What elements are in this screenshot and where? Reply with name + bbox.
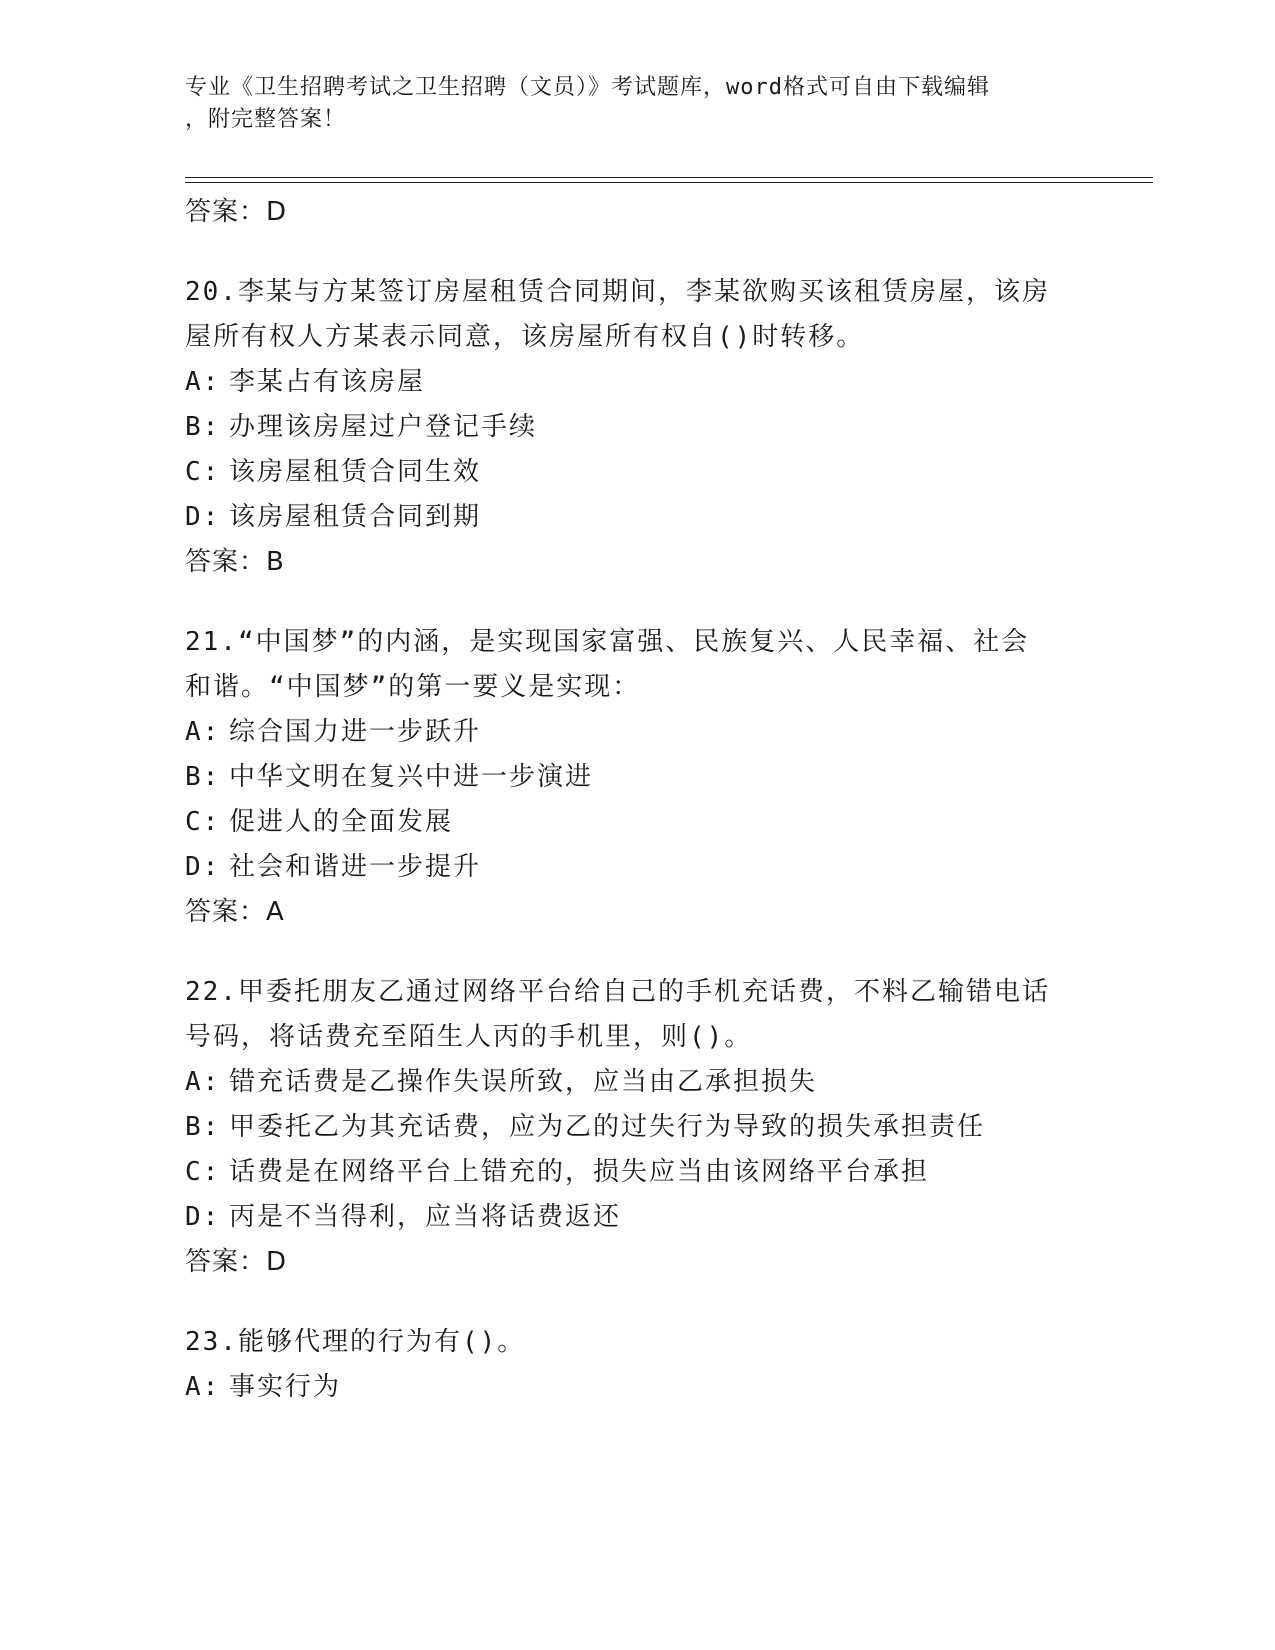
header-divider-top: [185, 177, 1153, 178]
option-label: D:: [185, 1202, 221, 1232]
question-list: [185, 190, 1085, 1410]
option-text: 该房屋租赁合同生效: [229, 457, 482, 487]
question-text: [185, 620, 1085, 710]
question-text: [185, 970, 1085, 1060]
option-label: D:: [185, 502, 221, 532]
option-label: B:: [185, 1112, 221, 1142]
question-text-line: 21.“中国梦”的内涵，是实现国家富强、民族复兴、人民幸福、社会: [185, 627, 1030, 657]
option-b: [185, 405, 1085, 450]
option-text: 中华文明在复兴中进一步演进: [229, 762, 594, 792]
answer-line: 答案：D: [185, 1247, 288, 1277]
option-text: 综合国力进一步跃升: [229, 717, 482, 747]
question-22: [185, 970, 1085, 1284]
question-text: [185, 1320, 1085, 1365]
option-text: 促进人的全面发展: [229, 807, 454, 837]
question-20: [185, 270, 1085, 584]
option-label: A:: [185, 1067, 221, 1097]
option-text: 办理该房屋过户登记手续: [229, 412, 538, 442]
option-text: 丙是不当得利，应当将话费返还: [229, 1202, 622, 1232]
option-label: B:: [185, 412, 221, 442]
option-text: 话费是在网络平台上错充的，损失应当由该网络平台承担: [229, 1157, 930, 1187]
option-d: [185, 845, 1085, 890]
option-a: [185, 1060, 1085, 1105]
answer-line: 答案：B: [185, 547, 285, 577]
question-text-line: 屋所有权人方某表示同意，该房屋所有权自()时转移。: [185, 322, 865, 352]
option-text: 事实行为: [229, 1372, 342, 1402]
answer-line: 答案：A: [185, 897, 285, 927]
option-text: 社会和谐进一步提升: [229, 852, 482, 882]
option-label: A:: [185, 1372, 221, 1402]
option-label: C:: [185, 807, 221, 837]
option-text: 甲委托乙为其充话费，应为乙的过失行为导致的损失承担责任: [229, 1112, 986, 1142]
option-a: [185, 1365, 1085, 1410]
header-divider-bottom: [185, 182, 1153, 183]
option-d: [185, 1195, 1085, 1240]
option-label: B:: [185, 762, 221, 792]
option-a: [185, 710, 1085, 755]
option-text: 该房屋租赁合同到期: [229, 502, 482, 532]
option-c: [185, 800, 1085, 845]
question-text-line: 20.李某与方某签订房屋租赁合同期间，李某欲购买该租赁房屋，该房: [185, 277, 1050, 307]
header-line-2: ，附完整答案！: [185, 107, 347, 132]
document-header: [185, 72, 1085, 136]
question-text: [185, 270, 1085, 360]
option-label: A:: [185, 367, 221, 397]
question-text-line: 22.甲委托朋友乙通过网络平台给自己的手机充话费，不料乙输错电话: [185, 977, 1050, 1007]
option-text: 错充话费是乙操作失误所致，应当由乙承担损失: [229, 1067, 818, 1097]
answer-line: 答案：D: [185, 197, 288, 227]
question-23: [185, 1320, 1085, 1410]
question-text-line: 和谐。“中国梦”的第一要义是实现：: [185, 672, 641, 702]
header-line-1: 专业《卫生招聘考试之卫生招聘（文员）》考试题库，word格式可自由下载编辑: [185, 75, 990, 100]
option-text: 李某占有该房屋: [229, 367, 426, 397]
option-c: [185, 1150, 1085, 1195]
option-a: [185, 360, 1085, 405]
option-label: A:: [185, 717, 221, 747]
option-b: [185, 755, 1085, 800]
question-21: [185, 620, 1085, 934]
question-text-line: 号码，将话费充至陌生人丙的手机里，则()。: [185, 1022, 753, 1052]
option-label: C:: [185, 1157, 221, 1187]
option-label: C:: [185, 457, 221, 487]
question-text-line: 23.能够代理的行为有()。: [185, 1327, 526, 1357]
option-label: D:: [185, 852, 221, 882]
option-c: [185, 450, 1085, 495]
option-d: [185, 495, 1085, 540]
option-b: [185, 1105, 1085, 1150]
